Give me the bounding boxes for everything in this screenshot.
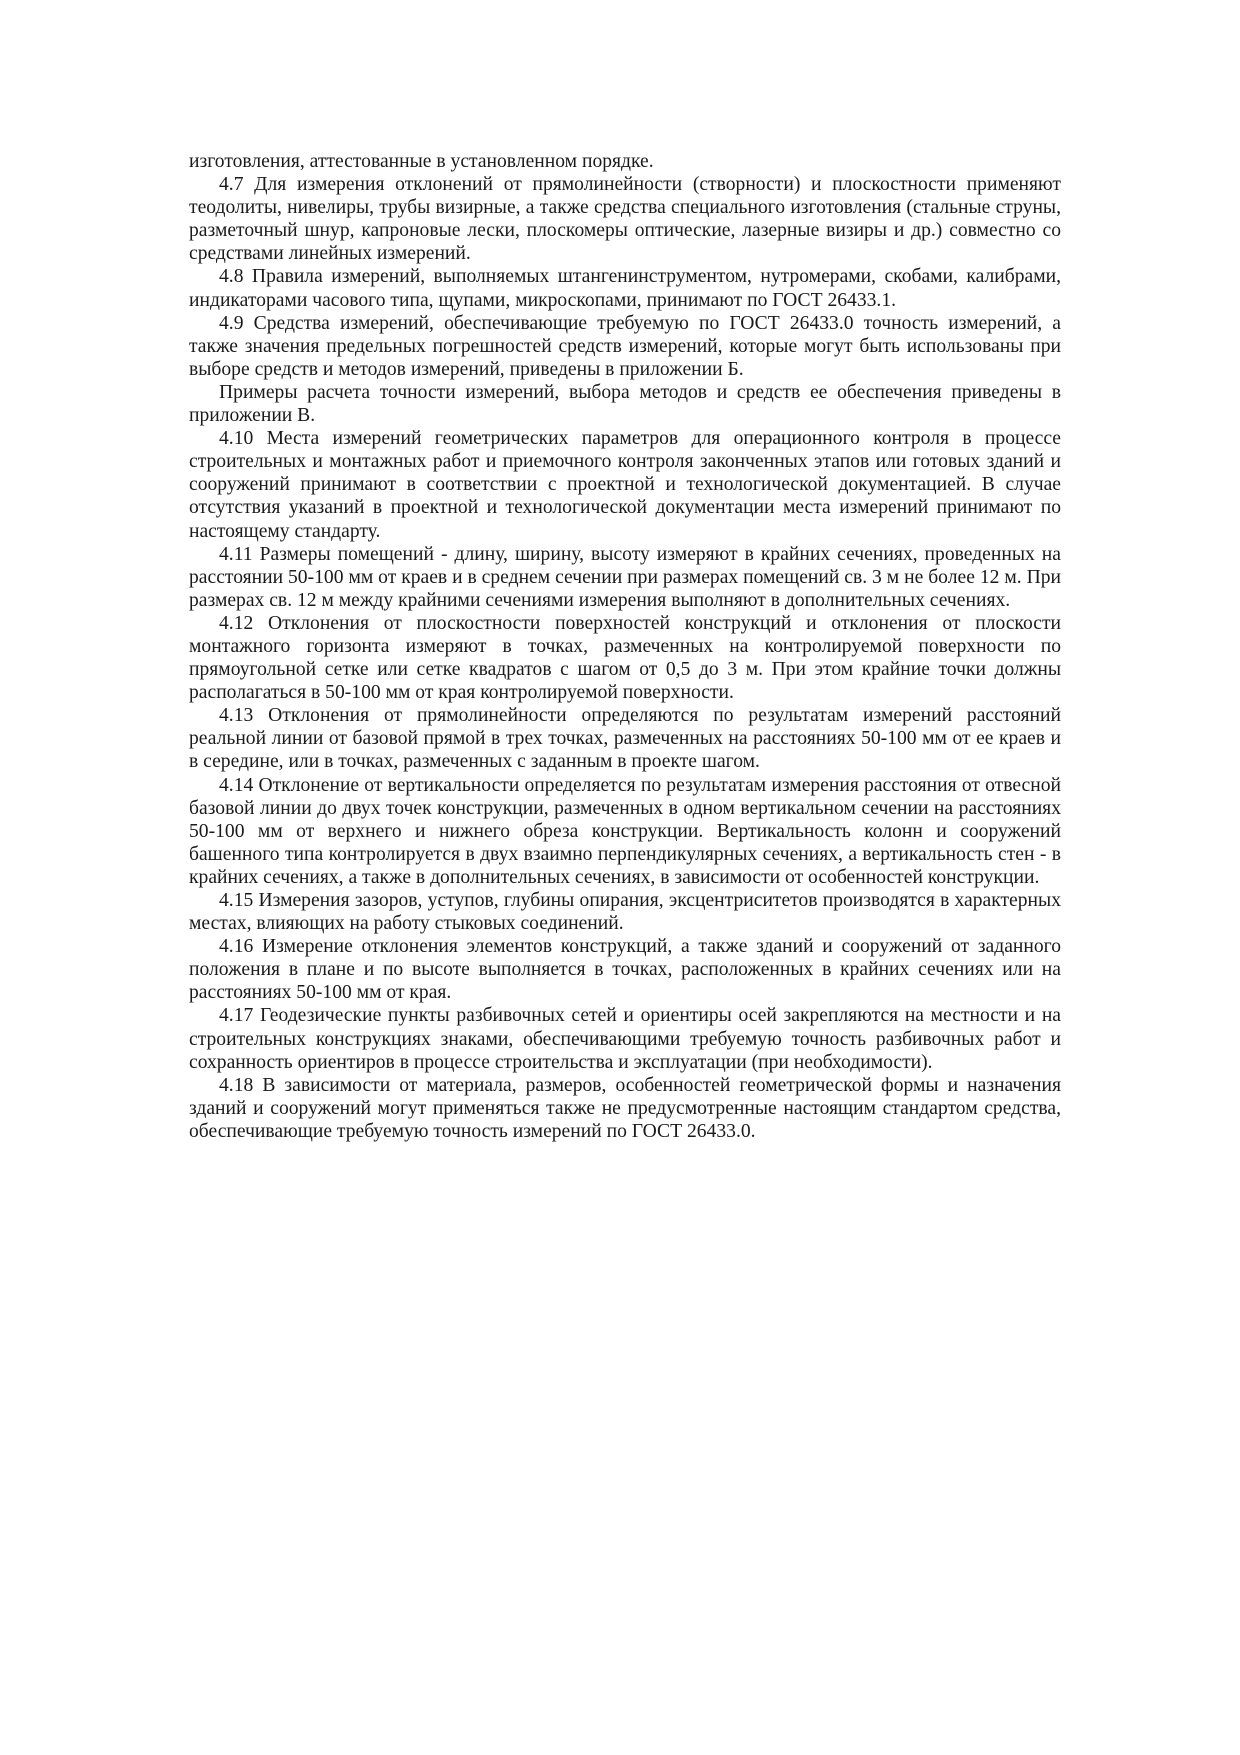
paragraph-4-8: 4.8 Правила измерений, выполняемых штангенинструментом, нутромерами, скобами, калибрами, индикаторами часового типа, щупами, микроскопами, принимают по ГОСТ 26433.1. xyxy=(189,266,1061,311)
paragraph-4-9-examples: Примеры расчета точности измерений, выбора методов и средств ее обеспечения приведены в приложении В. xyxy=(189,381,1061,427)
paragraph-4-17: 4.17 Геодезические пункты разбивочных сетей и ориентиры осей закрепляются на местности и на строительных конструкциях знаками, обеспечивающими требуемую точность разбивочных работ и сохранность ориентиров в процессе строительства и эксплуатации (при необходимости). xyxy=(189,1005,1061,1073)
paragraph-4-18: 4.18 В зависимости от материала, размеров, особенностей геометрической формы и назначения зданий и сооружений могут применяться также не предусмотренные настоящим стандартом средства, обеспечивающие требуемую точность измерений по ГОСТ 26433.0. xyxy=(189,1074,1061,1142)
paragraph-4-9: 4.9 Средства измерений, обеспечивающие требуемую по ГОСТ 26433.0 точность измерений, а также значения предельных погрешностей средств измерений, которые могут быть использованы при выборе средств и методов измерений, приведены в приложении Б. xyxy=(189,312,1061,380)
paragraph-4-15: 4.15 Измерения зазоров, уступов, глубины опирания, эксцентриситетов производятся в характерных местах, влияющих на работу стыковых соединений. xyxy=(189,890,1061,935)
paragraph-4-13: 4.13 Отклонения от прямолинейности определяются по результатам измерений расстояний реальной линии от базовой прямой в трех точках, размеченных на расстояниях 50-100 мм от ее краев и в середине, или в точках, размеченных с заданным в проекте шагом. xyxy=(189,705,1061,773)
paragraph-4-11: 4.11 Размеры помещений - длину, ширину, высоту измеряют в крайних сечениях, проведенных на расстоянии 50-100 мм от краев и в среднем сечении при размерах помещений св. 3 м не более 12 м. При размерах св. 12 м между крайними сечениями измерения выполняют в дополнительных сечениях. xyxy=(189,543,1061,611)
paragraph-4-16: 4.16 Измерение отклонения элементов конструкций, а также зданий и сооружений от заданного положения в плане и по высоте выполняется в точках, расположенных в крайних сечениях или на расстояниях 50-100 мм от края. xyxy=(189,936,1061,1004)
paragraph-continuation: изготовления, аттестованные в установленном порядке. xyxy=(189,151,654,172)
document-body xyxy=(189,150,1061,1143)
paragraph-4-10: 4.10 Места измерений геометрических параметров для операционного контроля в процессе строительных и монтажных работ и приемочного контроля законченных этапов или готовых зданий и сооружений принимают в соответствии с проектной и технологической документацией. В случае отсутствия указаний в проектной и технологической документации места измерений принимают по настоящему стандарту. xyxy=(189,428,1061,542)
paragraph-4-7: 4.7 Для измерения отклонений от прямолинейности (створности) и плоскостности применяют теодолиты, нивелиры, трубы визирные, а также средства специального изготовления (стальные струны, разметочный шнур, капроновые лески, плоскомеры оптические, лазерные визиры и др.) совместно со средствами линейных измерений. xyxy=(189,174,1061,265)
paragraph-4-14: 4.14 Отклонение от вертикальности определяется по результатам измерения расстояния от отвесной базовой линии до двух точек конструкции, размеченных в одном вертикальном сечении на расстояниях 50-100 мм от верхнего и нижнего обреза конструкции. Вертикальность колонн и сооружений башенного типа контролируется в двух взаимно перпендикулярных сечениях, а вертикальность стен - в крайних сечениях, а также в дополнительных сечениях, в зависимости от особенностей конструкции. xyxy=(189,774,1061,888)
paragraph-4-12: 4.12 Отклонения от плоскостности поверхностей конструкций и отклонения от плоскости монтажного горизонта измеряют в точках, размеченных на контролируемой поверхности по прямоугольной сетке или сетке квадратов с шагом от 0,5 до 3 м. При этом крайние точки должны располагаться в 50-100 мм от края контролируемой поверхности. xyxy=(189,612,1061,704)
